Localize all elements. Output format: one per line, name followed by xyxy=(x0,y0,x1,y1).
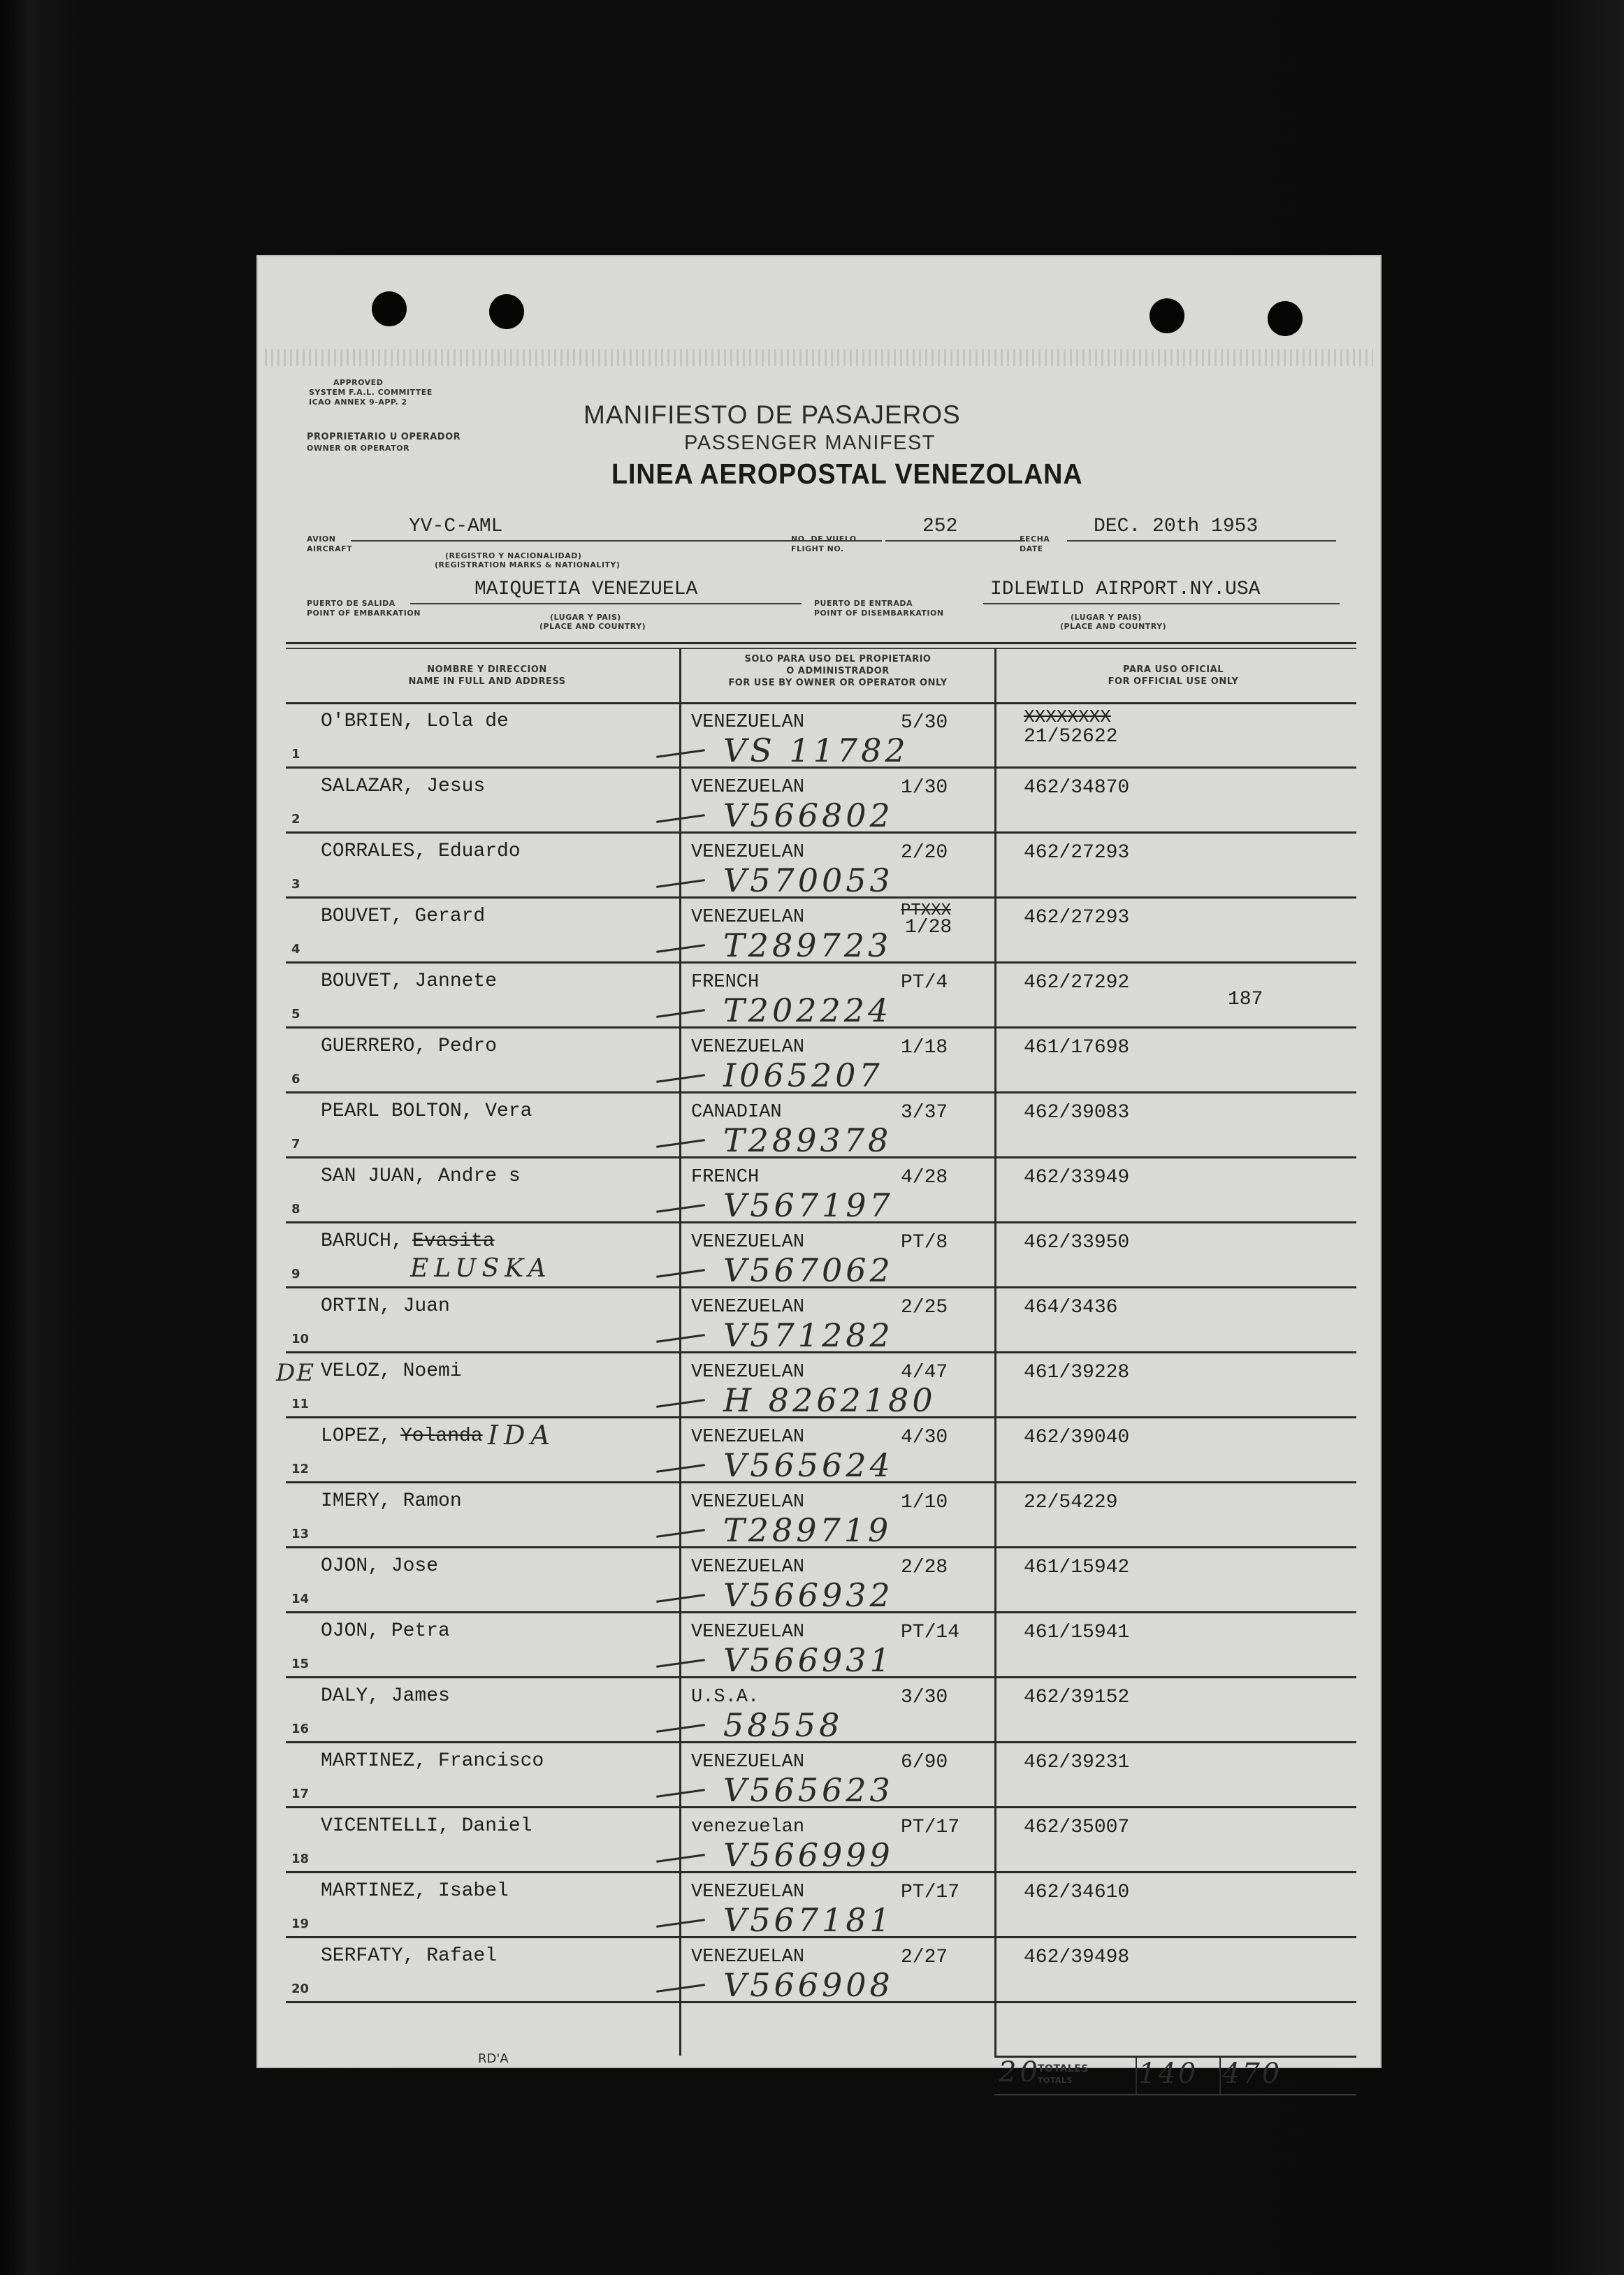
footer-mark: RD'A xyxy=(478,2051,509,2066)
col-head-owner xyxy=(684,653,992,689)
col-head-name-es: NOMBRE Y DIRECCION xyxy=(427,664,547,675)
passport-number-handwritten: T289723 xyxy=(723,926,892,964)
punch-hole xyxy=(372,291,407,326)
passenger-name-struck: Yolanda xyxy=(400,1425,483,1447)
official-ticket: 462/35007 xyxy=(1024,1817,1130,1838)
row-separator xyxy=(286,1221,1356,1223)
row-number: 5 xyxy=(291,1007,300,1022)
passport-number-handwritten: V566931 xyxy=(723,1641,894,1679)
arrival-label-en: POINT OF DISEMBARKATION xyxy=(814,609,944,618)
totals-label-en: TOTALS xyxy=(1038,2076,1073,2085)
aircraft-label-en: AIRCRAFT xyxy=(307,544,353,553)
seat-value: 3/30 xyxy=(901,1687,948,1708)
passenger-name: BARUCH, xyxy=(321,1230,403,1252)
passport-number-handwritten: I065207 xyxy=(723,1056,883,1094)
passenger-name: O'BRIEN, Lola de xyxy=(321,711,509,732)
passenger-name: VICENTELLI, Daniel xyxy=(321,1815,532,1837)
official-ticket: 462/34610 xyxy=(1024,1882,1130,1903)
official-ticket: 462/33949 xyxy=(1024,1167,1130,1189)
row-separator xyxy=(286,961,1356,964)
passenger-name: ORTIN, Juan xyxy=(321,1295,450,1317)
row-number: 20 xyxy=(291,1982,310,1996)
passenger-name-struck: Evasita xyxy=(412,1230,495,1252)
seat-value: 1/18 xyxy=(901,1037,948,1059)
nationality: VENEZUELAN xyxy=(691,1622,805,1643)
passport-number-handwritten: V565623 xyxy=(723,1771,894,1809)
passenger-name-handwritten: ELUSKA xyxy=(410,1254,552,1283)
flight-label-es: NO. DE VUELO xyxy=(791,535,857,544)
seat-value: 1/28 xyxy=(905,917,952,938)
nationality: VENEZUELAN xyxy=(691,1427,805,1448)
official-ticket: 461/17698 xyxy=(1024,1037,1130,1059)
row-number: 13 xyxy=(291,1527,310,1541)
passport-number-handwritten: V567197 xyxy=(723,1186,894,1224)
seat-value: PT/17 xyxy=(901,1817,960,1838)
manifest-page xyxy=(256,255,1382,2090)
totals-divider-2 xyxy=(1219,2058,1221,2094)
passenger-name: SAN JUAN, Andre s xyxy=(321,1165,521,1187)
table-header-rule xyxy=(286,702,1356,704)
passport-number-handwritten: T202224 xyxy=(723,991,892,1029)
row-number: 9 xyxy=(291,1267,300,1281)
row-number: 4 xyxy=(291,942,300,957)
row-number: 8 xyxy=(291,1202,300,1216)
row-number: 15 xyxy=(291,1657,310,1671)
row-separator xyxy=(286,1871,1356,1873)
arrival-value: IDLEWILD AIRPORT.NY.USA xyxy=(990,579,1261,600)
totals-value-2: 470 xyxy=(1222,2058,1282,2090)
passenger-name: MARTINEZ, Isabel xyxy=(321,1880,509,1902)
seat-value: 5/30 xyxy=(901,712,948,734)
official-ticket: 462/27292 xyxy=(1024,972,1130,994)
official-ticket: 462/39040 xyxy=(1024,1427,1130,1448)
col-head-owner-es-2: O ADMINISTRADOR xyxy=(786,666,890,676)
departure-place-en: (PLACE AND COUNTRY) xyxy=(539,622,646,631)
row-separator xyxy=(286,1351,1356,1353)
row-separator xyxy=(286,896,1356,899)
col-head-official-es: PARA USO OFICIAL xyxy=(1123,664,1224,675)
row-separator xyxy=(286,1286,1356,1288)
official-ticket: 461/15942 xyxy=(1024,1557,1130,1578)
owner-label-es: PROPRIETARIO U OPERADOR xyxy=(307,432,461,442)
totals-label-es: TOTALES xyxy=(1038,2063,1089,2074)
col-head-official-en: FOR OFFICIAL USE ONLY xyxy=(1108,676,1239,687)
passport-number-handwritten: V566932 xyxy=(723,1576,894,1614)
row-number: 19 xyxy=(291,1917,310,1931)
row-separator xyxy=(286,1156,1356,1158)
seat-value: PT/17 xyxy=(901,1882,960,1903)
nationality: venezuelan xyxy=(691,1817,805,1838)
date-label-es: FECHA xyxy=(1020,535,1050,544)
name-prefix-handwritten: DE xyxy=(276,1359,316,1387)
col-head-owner-en: FOR USE BY OWNER OR OPERATOR ONLY xyxy=(728,678,948,688)
owner-label-en: OWNER OR OPERATOR xyxy=(307,444,410,453)
passport-number-handwritten: V571282 xyxy=(723,1316,894,1354)
row-number: 12 xyxy=(291,1462,310,1476)
date-underline xyxy=(1067,540,1336,542)
row-number: 7 xyxy=(291,1137,300,1151)
official-ticket: 462/39498 xyxy=(1024,1947,1130,1968)
arrival-label-es: PUERTO DE ENTRADA xyxy=(814,599,913,608)
seat-value: 2/20 xyxy=(901,842,948,864)
passport-number-handwritten: V566908 xyxy=(723,1966,894,2004)
col-head-owner-es-1: SOLO PARA USO DEL PROPIETARIO xyxy=(744,654,931,664)
passport-number-handwritten: V570053 xyxy=(723,862,894,899)
nationality: VENEZUELAN xyxy=(691,1882,805,1903)
seat-value: 4/30 xyxy=(901,1427,948,1448)
row-separator xyxy=(286,766,1356,769)
seat-value: 2/28 xyxy=(901,1557,948,1578)
totals-divider xyxy=(1136,2058,1137,2094)
nationality: VENEZUELAN xyxy=(691,1492,805,1513)
row-separator xyxy=(286,1936,1356,1938)
passport-number-handwritten: V566999 xyxy=(723,1836,894,1874)
nationality: U.S.A. xyxy=(691,1687,760,1708)
aircraft-label-es: AVION xyxy=(307,535,336,544)
departure-label-en: POINT OF EMBARKATION xyxy=(307,609,421,618)
flight-label-en: FLIGHT NO. xyxy=(791,544,844,553)
departure-underline xyxy=(410,603,802,604)
perforation-strip xyxy=(265,349,1373,366)
seat-value: PT/14 xyxy=(901,1622,960,1643)
official-ticket: 462/33950 xyxy=(1024,1232,1130,1253)
row-number: 16 xyxy=(291,1722,310,1736)
seat-value: 4/47 xyxy=(901,1362,948,1383)
nationality: VENEZUELAN xyxy=(691,777,805,798)
official-ticket: 461/15941 xyxy=(1024,1622,1130,1643)
row-separator xyxy=(286,831,1356,834)
col-head-name xyxy=(305,664,669,688)
annex-label: ICAO ANNEX 9-APP. 2 xyxy=(309,398,407,407)
arrival-underline xyxy=(983,603,1340,604)
official-ticket: 462/39231 xyxy=(1024,1752,1130,1773)
seat-value: 1/10 xyxy=(901,1492,948,1513)
passenger-name: CORRALES, Eduardo xyxy=(321,841,521,862)
row-separator xyxy=(286,1611,1356,1613)
official-ticket: 461/39228 xyxy=(1024,1362,1130,1383)
passport-number-handwritten: V565624 xyxy=(723,1446,894,1484)
approved-label: APPROVED xyxy=(333,378,384,387)
official-ticket: 462/39083 xyxy=(1024,1102,1130,1124)
passenger-name: DALY, James xyxy=(321,1685,450,1707)
passport-number-handwritten: V567181 xyxy=(723,1901,894,1939)
seat-struck: PTXXX xyxy=(901,901,952,920)
registration-label-en: (REGISTRATION MARKS & NATIONALITY) xyxy=(435,560,621,569)
row-separator xyxy=(286,1091,1356,1093)
passenger-name: OJON, Jose xyxy=(321,1555,439,1577)
nationality: VENEZUELAN xyxy=(691,1037,805,1058)
official-ticket: 462/27293 xyxy=(1024,842,1130,864)
arrival-place-en: (PLACE AND COUNTRY) xyxy=(1060,622,1167,631)
row-separator xyxy=(286,1416,1356,1418)
nationality: VENEZUELAN xyxy=(691,1557,805,1578)
official-ticket: 462/27293 xyxy=(1024,907,1130,929)
row-separator xyxy=(286,1676,1356,1678)
departure-label-es: PUERTO DE SALIDA xyxy=(307,599,396,608)
official-ticket: 462/34870 xyxy=(1024,777,1130,799)
flight-value: 252 xyxy=(922,516,958,537)
airline-name: LINEA AEROPOSTAL VENEZOLANA xyxy=(611,458,1083,490)
row-separator xyxy=(286,1806,1356,1808)
official-ticket: 464/3436 xyxy=(1024,1297,1118,1318)
passport-number-handwritten: VS 11782 xyxy=(723,732,909,769)
passenger-name: OJON, Petra xyxy=(321,1620,450,1642)
row-number: 17 xyxy=(291,1787,310,1801)
row-number: 11 xyxy=(291,1397,310,1411)
nationality: VENEZUELAN xyxy=(691,1232,805,1253)
seat-value: PT/8 xyxy=(901,1232,948,1253)
row-number: 2 xyxy=(291,812,300,827)
nationality: VENEZUELAN xyxy=(691,842,805,863)
departure-value: MAIQUETIA VENEZUELA xyxy=(474,579,698,600)
arrival-place-es: (LUGAR Y PAIS) xyxy=(1071,613,1142,622)
seat-value: PT/4 xyxy=(901,972,948,994)
passenger-name: SALAZAR, Jesus xyxy=(321,776,486,797)
passenger-name: BOUVET, Jannete xyxy=(321,971,498,992)
punch-hole xyxy=(1268,301,1303,336)
title-english: PASSENGER MANIFEST xyxy=(684,432,936,454)
passport-number-handwritten: 58558 xyxy=(723,1706,843,1744)
seat-value: 4/28 xyxy=(901,1167,948,1189)
official-note: 187 xyxy=(1228,989,1263,1010)
nationality: VENEZUELAN xyxy=(691,712,805,733)
col-head-name-en: NAME IN FULL AND ADDRESS xyxy=(408,676,566,687)
nationality: VENEZUELAN xyxy=(691,1362,805,1383)
seat-value: 3/37 xyxy=(901,1102,948,1124)
row-number: 3 xyxy=(291,877,300,892)
passenger-name: PEARL BOLTON, Vera xyxy=(321,1100,532,1122)
row-separator xyxy=(286,1546,1356,1548)
nationality: VENEZUELAN xyxy=(691,1947,805,1968)
totals-value-1: 140 xyxy=(1138,2058,1198,2090)
flight-underline xyxy=(885,540,1025,542)
nationality: FRENCH xyxy=(691,1167,760,1188)
passenger-name: SERFATY, Rafael xyxy=(321,1945,498,1967)
passenger-name-handwritten: IDA xyxy=(488,1420,556,1451)
seat-value: 6/90 xyxy=(901,1752,948,1773)
passenger-name: BOUVET, Gerard xyxy=(321,906,486,927)
seat-value: 2/25 xyxy=(901,1297,948,1318)
col-head-official xyxy=(999,664,1348,688)
title-spanish: MANIFIESTO DE PASAJEROS xyxy=(583,400,961,429)
official-ticket-struck: XXXXXXXX xyxy=(1024,706,1111,727)
nationality: FRENCH xyxy=(691,972,760,993)
row-number: 6 xyxy=(291,1072,300,1086)
row-number: 18 xyxy=(291,1852,310,1866)
row-separator xyxy=(286,2001,1356,2003)
row-number: 14 xyxy=(291,1592,310,1606)
row-separator xyxy=(286,1481,1356,1483)
aircraft-value: YV-C-AML xyxy=(409,516,503,537)
punch-hole xyxy=(1150,298,1184,333)
table-top-rule xyxy=(286,642,1356,644)
passport-number-handwritten: T289378 xyxy=(723,1121,892,1159)
nationality: VENEZUELAN xyxy=(691,1297,805,1318)
date-label-en: DATE xyxy=(1020,544,1043,553)
row-number: 1 xyxy=(291,747,300,762)
passenger-name: IMERY, Ramon xyxy=(321,1490,462,1512)
official-ticket: 22/54229 xyxy=(1024,1492,1118,1513)
departure-place-es: (LUGAR Y PAIS) xyxy=(550,613,621,622)
registration-label-es: (REGISTRO Y NACIONALIDAD) xyxy=(445,551,582,560)
date-value: DEC. 20th 1953 xyxy=(1094,516,1259,537)
passenger-name: MARTINEZ, Francisco xyxy=(321,1750,544,1772)
passport-number-handwritten: T289719 xyxy=(723,1511,892,1549)
passport-number-handwritten: H 8262180 xyxy=(723,1381,936,1419)
totals-bottom-rule xyxy=(994,2094,1356,2095)
totals-count: 20 xyxy=(999,2056,1041,2088)
nationality: CANADIAN xyxy=(691,1102,782,1123)
row-separator xyxy=(286,1741,1356,1743)
seat-value: 1/30 xyxy=(901,777,948,799)
committee-label: SYSTEM F.A.L. COMMITTEE xyxy=(309,388,433,397)
row-number: 10 xyxy=(291,1332,310,1346)
nationality: VENEZUELAN xyxy=(691,907,805,928)
official-ticket: 462/39152 xyxy=(1024,1687,1130,1708)
passenger-name: LOPEZ, xyxy=(321,1425,391,1447)
nationality: VENEZUELAN xyxy=(691,1752,805,1773)
passenger-name: VELOZ, Noemi xyxy=(321,1360,462,1382)
passport-number-handwritten: V566802 xyxy=(723,797,894,834)
row-separator xyxy=(286,1026,1356,1029)
punch-hole xyxy=(489,294,524,329)
seat-value: 2/27 xyxy=(901,1947,948,1968)
table-top-rule-2 xyxy=(286,648,1356,649)
official-ticket: 21/52622 xyxy=(1024,726,1118,748)
passenger-name: GUERRERO, Pedro xyxy=(321,1035,498,1057)
passport-number-handwritten: V567062 xyxy=(723,1251,894,1289)
